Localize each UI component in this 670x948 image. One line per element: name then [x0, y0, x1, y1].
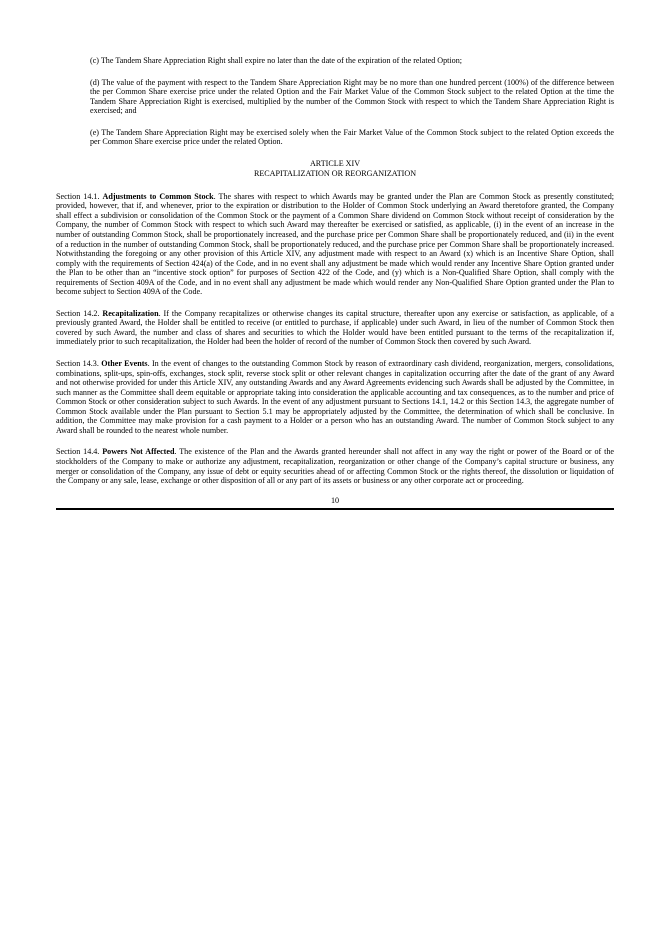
subsection-d: (d) The value of the payment with respect to the Tandem Share Appreciation Right may be no more than one hundred percent (100%) of the difference between the per Common Share exercise price under the related Option and the Fair Market Value of the Common Stock subject to the related Option at the time the Tandem Share Appreciation Right is exercised, multiplied by the number of the Common Stock with respect to which the Tandem Share Appreciation Right is exercised; and	[90, 77, 614, 116]
section-body: . The shares with respect to which Awards may be granted under the Plan are Common Stock as presently constituted; provided, however, that if, and whenever, prior to the expiration or distribution to the Holder of Common Stock underlying an Award theretofore granted, the Company shall effect a subdivision or consolidation of the Common Stock or the payment of a Common Share dividend on Common Stock without receipt of consideration by the Company, the number of Common Stock with respect to which such Award may thereafter be exercised or satisfied, as applicable, (i) in the event of an increase in the number of outstanding Common Stock, shall be proportionately increased, and the purchase price per Common Share shall be proportionately reduced, and (ii) in the event of a reduction in the number of outstanding Common Stock, shall be proportionately reduced, and the purchase price per Common Share shall be proportionately increased. Notwithstanding the foregoing or any other provision of this Article XIV, any adjustment made with respect to an Award (x) which is an Incentive Share Option, shall comply with the requirements of Section 424(a) of the Code, and in no event shall any adjustment be made which would render any Incentive Share Option granted under the Plan to be other than an “incentive stock option” for purposes of Section 422 of the Code, and (y) which is a Non-Qualified Share Option, shall comply with the requirements of Section 409A of the Code, and in no event shall any adjustment be made which would render any Non-Qualified Share Option granted under the Plan to become subject to Section 409A of the Code.	[56, 191, 614, 297]
section-heading: Recapitalization	[102, 308, 159, 318]
section-14-3	[56, 359, 614, 435]
section-number: Section 14.2.	[56, 308, 100, 318]
section-14-1	[56, 192, 614, 297]
section-body: . If the Company recapitalizes or otherwise changes its capital structure, thereafter upon any exercise or satisfaction, as applicable, of a previously granted Award, the Holder shall be entitled to receive (or entitled to purchase, if applicable) under such Award, in lieu of the number of Common Stock then covered by such Award, the number and class of shares and securities to which the Holder would have been entitled pursuant to the terms of the recapitalization if, immediately prior to such recapitalization, the Holder had been the holder of record of the number of Common Stock then covered by such Award.	[56, 308, 614, 347]
section-14-4	[56, 447, 614, 485]
section-number: Section 14.4.	[56, 447, 100, 457]
subsection-e: (e) The Tandem Share Appreciation Right may be exercised solely when the Fair Market Value of the Common Stock subject to the related Option exceeds the per Common Share exercise price under the related Option.	[90, 127, 614, 147]
section-heading: Powers Not Affected	[102, 447, 175, 457]
section-14-2	[56, 309, 614, 347]
footer-rule	[56, 508, 614, 510]
section-number: Section 14.1.	[56, 191, 100, 201]
article-title: RECAPITALIZATION OR REORGANIZATION	[253, 169, 417, 179]
section-body: . In the event of changes to the outstanding Common Stock by reason of extraordinary cash dividend, reorganization, mergers, consolidations, combinations, split-ups, spin-offs, exchanges, stock split, reverse stock split or other relevant changes in capitalization occurring after the date of the grant of any Award and not otherwise provided for under this Article XIV, any outstanding Awards and any Award Agreements evidencing such Awards shall be adjusted by the Committee, in such manner as the Committee shall deem equitable or appropriate taking into consideration the applicable accounting and tax consequences, as to the number and price of Common Stock or other consideration subject to such Awards. In the event of any adjustment pursuant to Sections 14.1, 14.2 or this Section 14.3, the aggregate number of Common Stock available under the Plan pursuant to Section 5.1 may be appropriately adjusted by the Committee, the determination of which shall be conclusive. In addition, the Committee may make provision for a cash payment to a Holder or a person who has an outstanding Award. The number of Common Stock subject to any Award shall be rounded to the nearest whole number.	[56, 359, 614, 435]
subsection-c: (c) The Tandem Share Appreciation Right shall expire no later than the date of the expiration of the related Option;	[90, 56, 462, 65]
section-body: . The existence of the Plan and the Awards granted hereunder shall not affect in any way the right or power of the Board or of the stockholders of the Company to make or authorize any adjustment, recapitalization, reorganization or other change of the Company’s capital structure or business, any merger or consolidation of the Company, any issue of debt or equity securities ahead of or affecting Common Stock or the rights thereof, the dissolution or liquidation of the Company or any sale, lease, exchange or other disposition of all or any part of its assets or business or any other corporate act or proceeding.	[56, 447, 614, 486]
section-heading: Adjustments to Common Stock	[102, 191, 214, 201]
section-number: Section 14.3.	[56, 359, 99, 369]
document-page	[56, 56, 614, 510]
article-number: ARTICLE XIV	[309, 158, 361, 168]
section-heading: Other Events	[101, 359, 148, 369]
page-number: 10	[330, 495, 340, 505]
article-heading	[56, 159, 614, 180]
